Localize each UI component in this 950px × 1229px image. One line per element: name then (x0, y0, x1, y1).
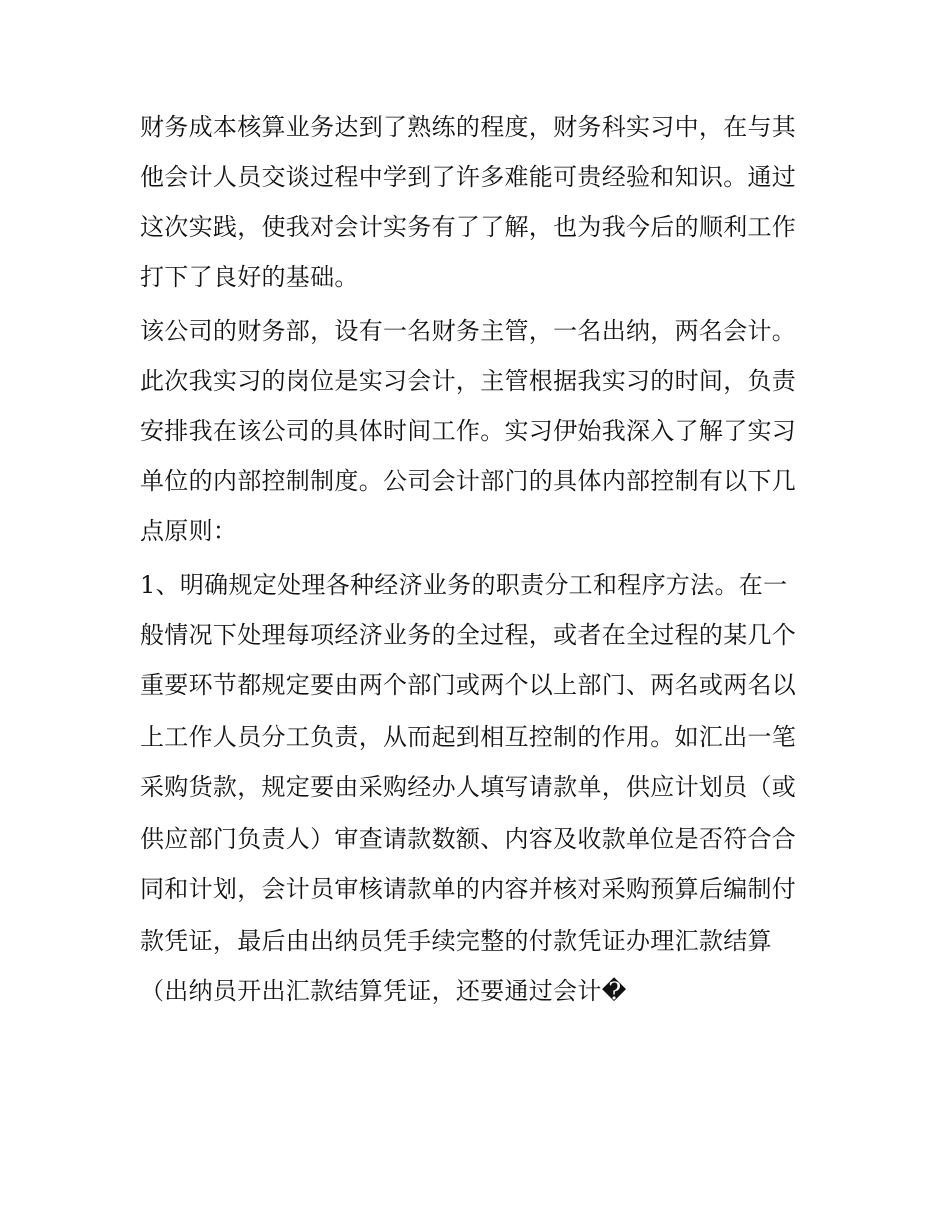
paragraph-line: 他会计人员交谈过程中学到了许多难能可贵经验和知识。通过 (140, 163, 797, 191)
paragraph-line: 打下了良好的基础。 (140, 263, 359, 291)
paragraph-line: 上工作人员分工负责，从而起到相互控制的作用。如汇出一笔 (140, 723, 797, 751)
paragraph-line: 财务成本核算业务达到了熟练的程度，财务科实习中，在与其 (140, 113, 797, 141)
paragraph-line: （出纳员开出汇款结算凭证，还要通过会计� (140, 977, 627, 1005)
paragraph-line: 单位的内部控制制度。公司会计部门的具体内部控制有以下几 (140, 467, 797, 495)
paragraph-line: 这次实践，使我对会计实务有了了解，也为我今后的顺利工作 (140, 213, 797, 241)
paragraph-line: 同和计划，会计员审核请款单的内容并核对采购预算后编制付 (140, 875, 797, 903)
paragraph-line: 般情况下处理每项经济业务的全过程，或者在全过程的某几个 (140, 621, 797, 649)
paragraph-line: 点原则： (140, 517, 238, 545)
paragraph-line: 此次我实习的岗位是实习会计，主管根据我实习的时间，负责 (140, 367, 797, 395)
paragraph-line: 采购货款，规定要由采购经办人填写请款单，供应计划员（或 (140, 773, 797, 801)
paragraph-line: 款凭证，最后由出纳员凭手续完整的付款凭证办理汇款结算 (140, 927, 772, 955)
paragraph-line: 安排我在该公司的具体时间工作。实习伊始我深入了解了实习 (140, 417, 797, 445)
paragraph-line: 1、明确规定处理各种经济业务的职责分工和程序方法。在一 (140, 571, 788, 599)
paragraph-line: 重要环节都规定要由两个部门或两个以上部门、两名或两名以 (140, 671, 797, 699)
paragraph-line: 供应部门负责人）审查请款数额、内容及收款单位是否符合合 (140, 825, 797, 853)
paragraph-line: 该公司的财务部，设有一名财务主管，一名出纳，两名会计。 (140, 317, 797, 345)
